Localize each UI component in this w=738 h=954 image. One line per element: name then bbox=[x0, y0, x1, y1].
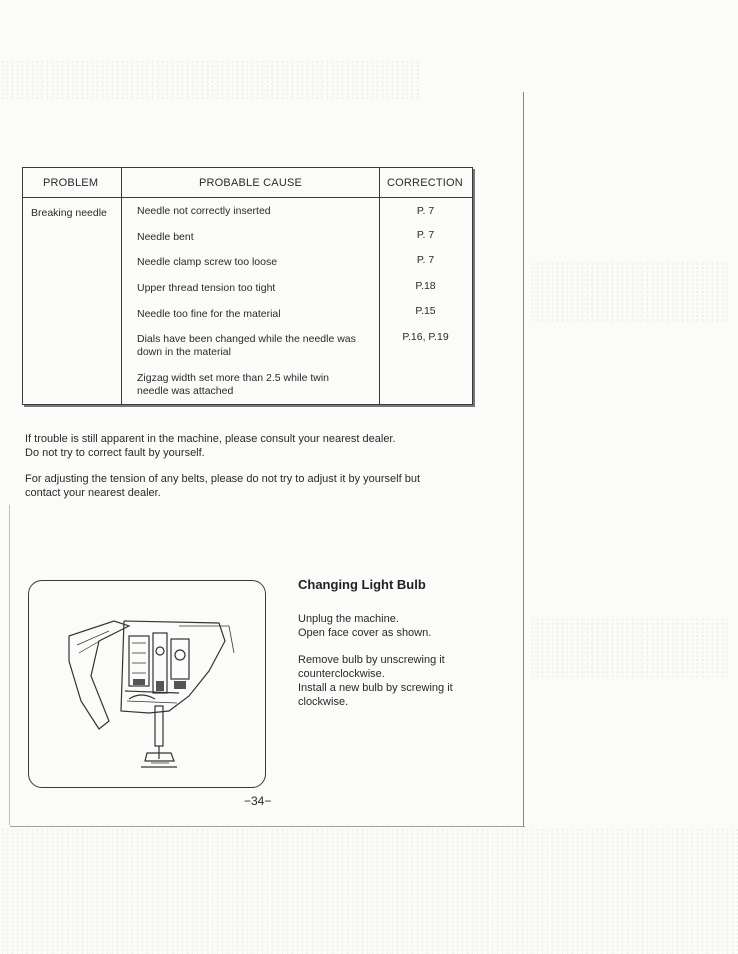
cause-row: Needle too fine for the material bbox=[137, 308, 281, 320]
correction-row: P. 7 bbox=[416, 229, 435, 241]
scan-noise-bottom bbox=[0, 828, 738, 954]
instruction-line: Remove bulb by unscrewing it bbox=[298, 654, 445, 666]
scan-noise-right-2 bbox=[530, 618, 730, 678]
troubleshooting-table bbox=[22, 167, 473, 405]
instruction-line: Open face cover as shown. bbox=[298, 627, 432, 639]
instruction-line: Unplug the machine. bbox=[298, 613, 399, 625]
header-problem: PROBLEM bbox=[43, 177, 99, 189]
cause-row: Dials have been changed while the needle was down in the material bbox=[137, 333, 356, 358]
header-correction: CORRECTION bbox=[387, 177, 463, 189]
cause-row: Needle not correctly inserted bbox=[137, 205, 271, 217]
header-probable-cause: PROBABLE CAUSE bbox=[199, 177, 303, 189]
correction-row: P. 7 bbox=[416, 254, 435, 266]
table-header-divider bbox=[23, 197, 472, 198]
cause-row: Needle clamp screw too loose bbox=[137, 256, 278, 268]
scan-noise-top bbox=[0, 60, 420, 100]
cause-row: Zigzag width set more than 2.5 while twin needle was attached bbox=[137, 372, 330, 397]
note-dealer-line1: If trouble is still apparent in the machine, please consult your nearest dealer. bbox=[25, 433, 396, 445]
correction-row: P.16, P.19 bbox=[402, 331, 449, 343]
correction-row: P.15 bbox=[415, 305, 436, 317]
cause-row: Needle bent bbox=[137, 231, 194, 243]
face-cover-illustration bbox=[29, 581, 265, 787]
page-number: −34− bbox=[244, 794, 272, 808]
problem-breaking-needle: Breaking needle bbox=[31, 207, 107, 219]
illustration-frame bbox=[28, 580, 266, 788]
cause-row: Upper thread tension too tight bbox=[137, 282, 276, 294]
instruction-line: clockwise. bbox=[298, 696, 349, 708]
correction-row: P. 7 bbox=[416, 205, 435, 217]
correction-row: P.18 bbox=[415, 280, 436, 292]
section-title-changing-light-bulb: Changing Light Bulb bbox=[298, 577, 426, 592]
scan-noise-right-1 bbox=[530, 262, 730, 322]
page-edge-bottom bbox=[10, 826, 525, 827]
note-belts-line1: For adjusting the tension of any belts, please do not try to adjust it by yourself but bbox=[25, 473, 421, 485]
page-edge-right bbox=[523, 92, 524, 827]
note-dealer-line2: Do not try to correct fault by yourself. bbox=[25, 447, 205, 459]
table-divider bbox=[121, 168, 122, 404]
page-edge-left bbox=[9, 505, 10, 825]
instruction-line: counterclockwise. bbox=[298, 668, 385, 680]
note-belts-line2: contact your nearest dealer. bbox=[25, 487, 161, 499]
instruction-line: Install a new bulb by screwing it bbox=[298, 682, 453, 694]
